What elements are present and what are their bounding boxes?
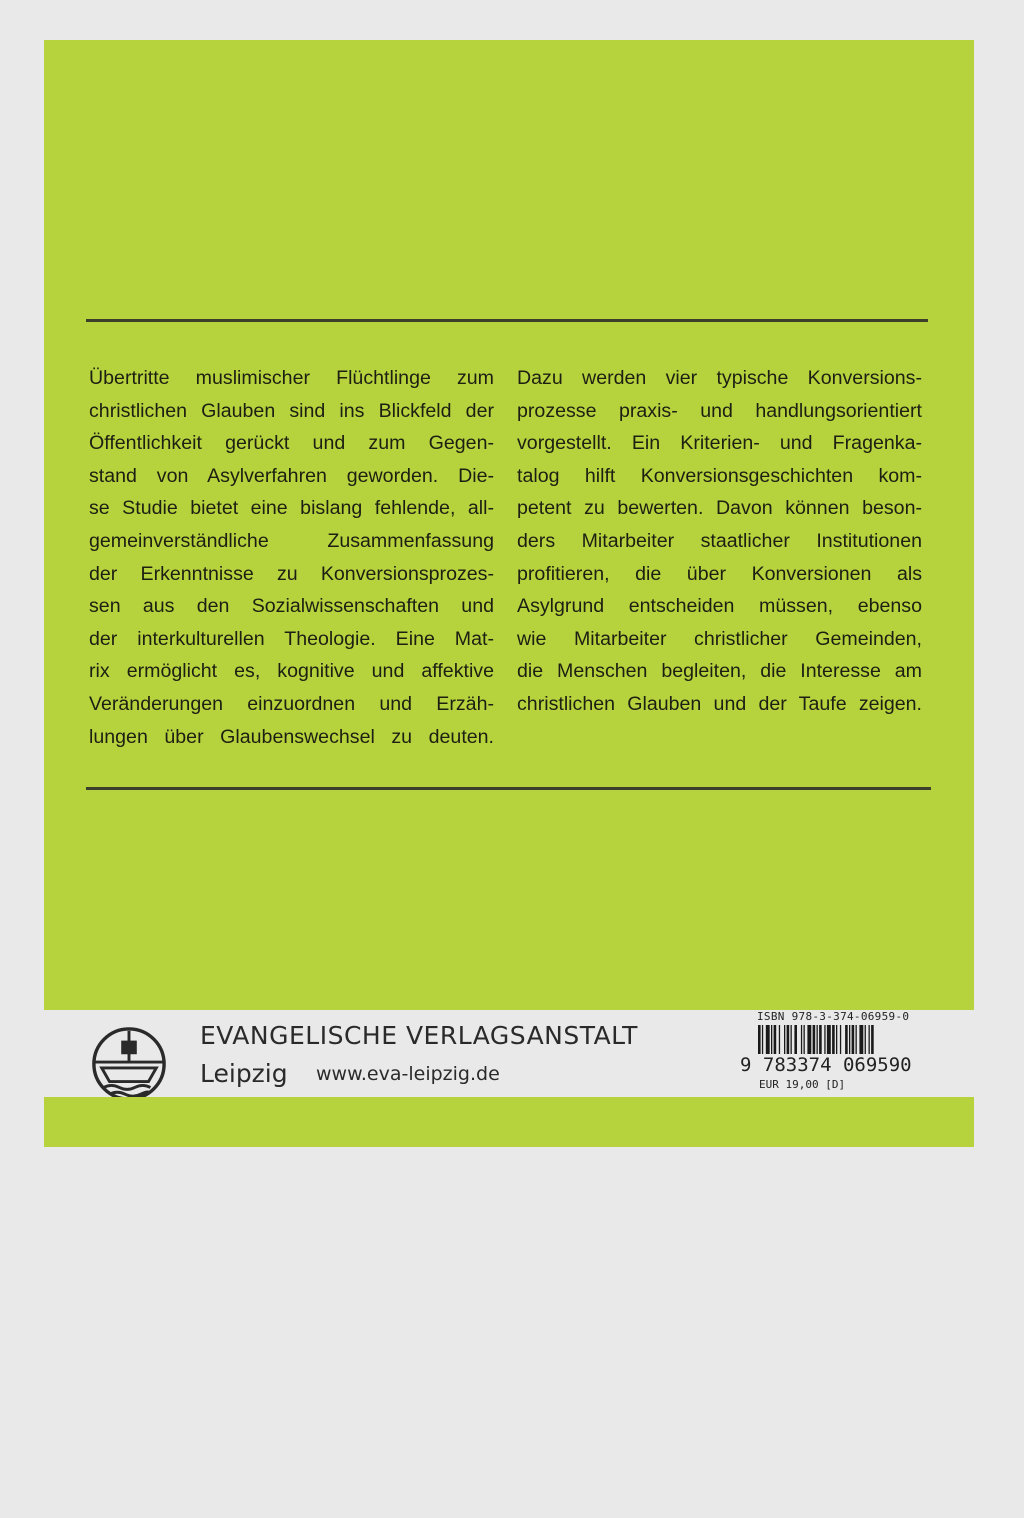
blurb-line: christlichen Glauben und der Taufe zeigen. (517, 692, 922, 715)
blurb-line: lungen über Glaubenswechsel zu deuten. (89, 725, 494, 748)
footer-band (44, 1097, 974, 1147)
blurb-line: christlichen Glauben sind ins Blickfeld der (89, 399, 494, 422)
blurb-line: stand von Asylverfahren geworden. Die- (89, 464, 494, 487)
blurb-line: sen aus den Sozialwissenschaften und (89, 595, 494, 618)
blurb-line: Veränderungen einzuordnen und Erzäh- (89, 692, 494, 715)
blurb-right-column (517, 362, 922, 721)
blurb-line: Übertritte muslimischer Flüchtlinge zum (89, 367, 494, 389)
price-label: EUR 19,00 [D] (759, 1078, 846, 1091)
blurb-line: rix ermöglicht es, kognitive und affektive (89, 660, 494, 683)
barcode-digits: 9 783374 069590 (740, 1054, 912, 1076)
blurb-left-column (89, 362, 494, 753)
publisher-block (90, 1021, 690, 1091)
blurb-line: der interkulturellen Theologie. Eine Mat- (89, 627, 494, 650)
blurb-line: gemeinverständliche Zusammenfassung (89, 529, 494, 552)
publisher-name: EVANGELISCHE VERLAGSANSTALT (200, 1021, 638, 1050)
blurb-line: petent zu bewerten. Davon können beson- (517, 497, 922, 520)
church-ship-logo-icon (90, 1025, 168, 1103)
blurb-line: wie Mitarbeiter christlicher Gemeinden, (517, 627, 922, 650)
blurb-line: ders Mitarbeiter staatlicher Institutionen (517, 529, 922, 552)
blurb-line: Dazu werden vier typische Konversions- (517, 367, 922, 389)
blurb-line: die Menschen begleiten, die Interesse am (517, 660, 922, 683)
blurb-line: der Erkenntnisse zu Konversionsprozes- (89, 562, 494, 585)
blurb-line: prozesse praxis- und handlungsorientiert (517, 399, 922, 422)
blurb-line: profitieren, die über Konversionen als (517, 562, 922, 585)
blurb-line: Öffentlichkeit gerückt und zum Gegen- (89, 432, 494, 455)
blurb-line: talog hilft Konversionsgeschichten kom- (517, 464, 922, 487)
blurb-line: se Studie bietet eine bislang fehlende, all- (89, 497, 494, 520)
blurb-line: vorgestellt. Ein Kriterien- und Fragenka- (517, 432, 922, 455)
publisher-city: Leipzig (200, 1059, 288, 1088)
bottom-rule (86, 787, 931, 790)
top-rule (86, 319, 928, 322)
isbn-label: ISBN 978-3-374-06959-0 (757, 1010, 910, 1023)
blurb-line: Asylgrund entscheiden müssen, ebenso (517, 595, 922, 618)
publisher-url: www.eva-leipzig.de (316, 1063, 500, 1085)
